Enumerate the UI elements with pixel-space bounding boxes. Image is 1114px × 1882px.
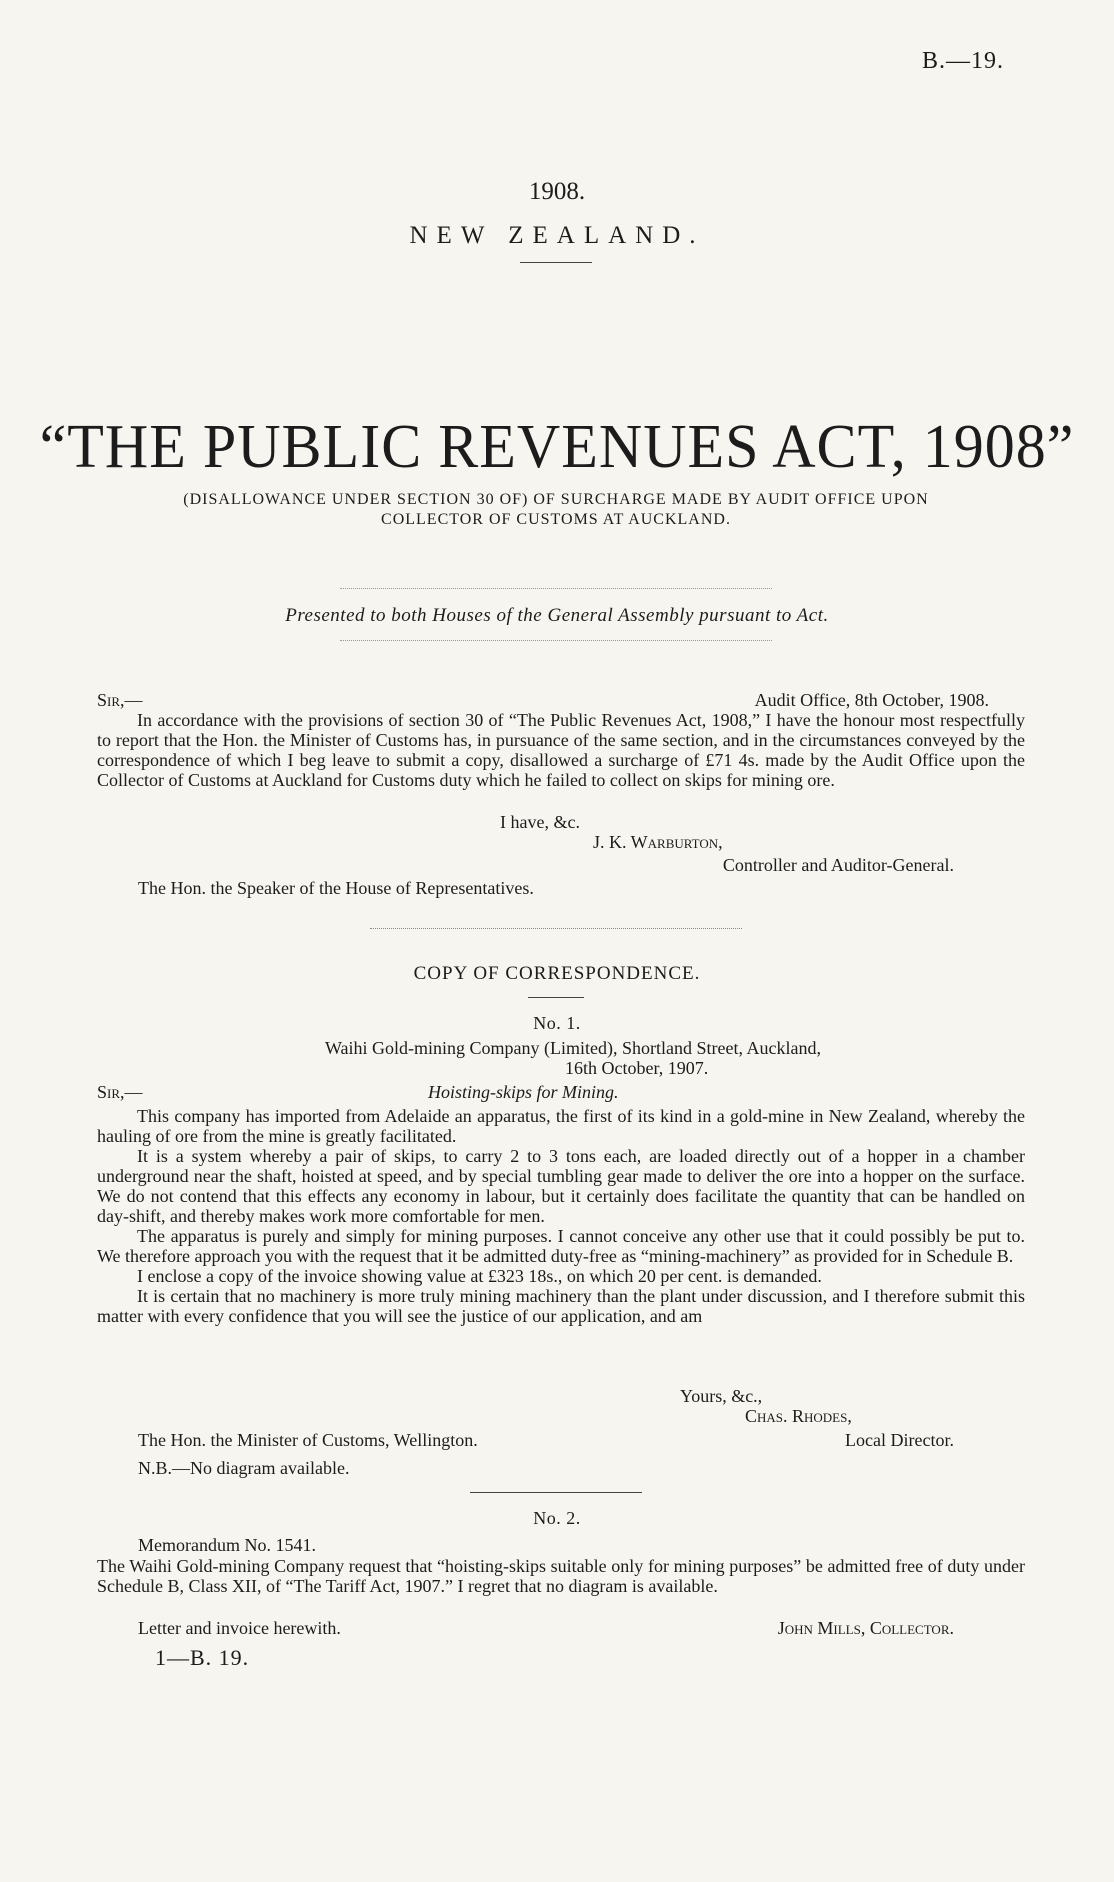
letter-body — [97, 710, 1025, 790]
signer: Chas. Rhodes, — [745, 1406, 852, 1426]
signer-title: Controller and Auditor-General. — [722, 855, 954, 875]
letter-body — [97, 1106, 1025, 1326]
paragraph: I enclose a copy of the invoice showing value at £323 18s., on which 20 per cent. is demanded. — [137, 1266, 822, 1286]
paragraph: It is a system whereby a pair of skips, to carry 2 to 3 tons each, are loaded directly out of a hopper in a chamber underground near the shaft, hoisted at speed, and by special tumbling gear made to deliver the ore into a hopper on the surface. We do not contend that this effects any economy in labour, but it certainly does facilitate the quantity that can be handled on day-shift, and thereby makes work more comfortable for men. — [97, 1146, 1025, 1226]
paper-code: B.—19. — [921, 48, 1004, 74]
paragraph: The apparatus is purely and simply for mining purposes. I cannot conceive any other use that it could possibly be put to. We therefore approach you with the request that it be admitted duty-free as “mining-machinery” as provided for in Schedule B. — [97, 1226, 1025, 1266]
note: N.B.—No diagram available. — [138, 1458, 350, 1478]
divider — [470, 1492, 642, 1493]
signer-title: Local Director. — [845, 1430, 954, 1450]
presented-note: Presented to both Houses of the General Assembly pursuant to Act. — [285, 605, 829, 626]
section-heading: COPY OF CORRESPONDENCE. — [413, 963, 701, 984]
year: 1908. — [528, 178, 586, 205]
divider — [528, 997, 584, 998]
divider — [340, 588, 772, 589]
subtitle-line: COLLECTOR OF CUSTOMS AT AUCKLAND. — [381, 511, 731, 528]
signature-mark: 1—B. 19. — [155, 1645, 250, 1670]
signer: John Mills, Collector. — [777, 1618, 954, 1638]
document-title: “THE PUBLIC REVENUES ACT, 1908” — [39, 411, 1075, 481]
memo-body — [97, 1556, 1025, 1596]
closing: I have, &c. — [500, 812, 580, 832]
closing: Yours, &c., — [680, 1386, 763, 1406]
addressee: The Hon. the Speaker of the House of Representatives. — [138, 878, 534, 898]
paragraph: This company has imported from Adelaide an apparatus, the first of its kind in a gold-mine in New Zealand, whereby the hauling of ore from the mine is greatly facilitated. — [97, 1106, 1025, 1146]
document-subtitle — [90, 490, 1022, 530]
salutation: Sir,— — [97, 1082, 143, 1102]
salutation: Sir,— — [97, 690, 143, 710]
sender-date: 16th October, 1907. — [565, 1058, 709, 1078]
divider — [340, 640, 772, 641]
paragraph: In accordance with the provisions of section 30 of “The Public Revenues Act, 1908,” I have the honour most respectfully to report that the Hon. the Minister of Customs has, in pursuance of the same section, and in the circumstances conveyed by the correspondence of which I beg leave to submit a copy, disallowed a surcharge of £71 4s. made by the Audit Office upon the Collector of Customs at Auckland for Customs duty which he failed to collect on skips for mining ore. — [97, 710, 1025, 790]
country: NEW ZEALAND. — [409, 222, 705, 249]
subject-line: Hoisting-skips for Mining. — [428, 1082, 619, 1102]
divider — [520, 262, 592, 263]
divider — [370, 928, 742, 929]
addressee: The Hon. the Minister of Customs, Wellington. — [138, 1430, 478, 1450]
subtitle-line: (DISALLOWANCE UNDER SECTION 30 OF) OF SURCHARGE MADE BY AUDIT OFFICE UPON — [183, 491, 929, 508]
item-number: No. 1. — [533, 1013, 581, 1033]
memo-number: Memorandum No. 1541. — [138, 1535, 316, 1555]
signer: J. K. Warburton, — [593, 832, 723, 852]
place-date: Audit Office, 8th October, 1908. — [754, 690, 989, 710]
paragraph: It is certain that no machinery is more truly mining machinery than the plant under discussion, and I therefore submit this matter with every confidence that you will see the justice of our application, and am — [97, 1286, 1025, 1326]
paragraph: The Waihi Gold-mining Company request that “hoisting-skips suitable only for mining purposes” be admitted free of duty under Schedule B, Class XII, of “The Tariff Act, 1907.” I regret that no diagram is available. — [97, 1556, 1025, 1596]
sender-address: Waihi Gold-mining Company (Limited), Shortland Street, Auckland, — [325, 1038, 821, 1058]
enclosure: Letter and invoice herewith. — [138, 1618, 341, 1638]
item-number: No. 2. — [533, 1508, 581, 1528]
